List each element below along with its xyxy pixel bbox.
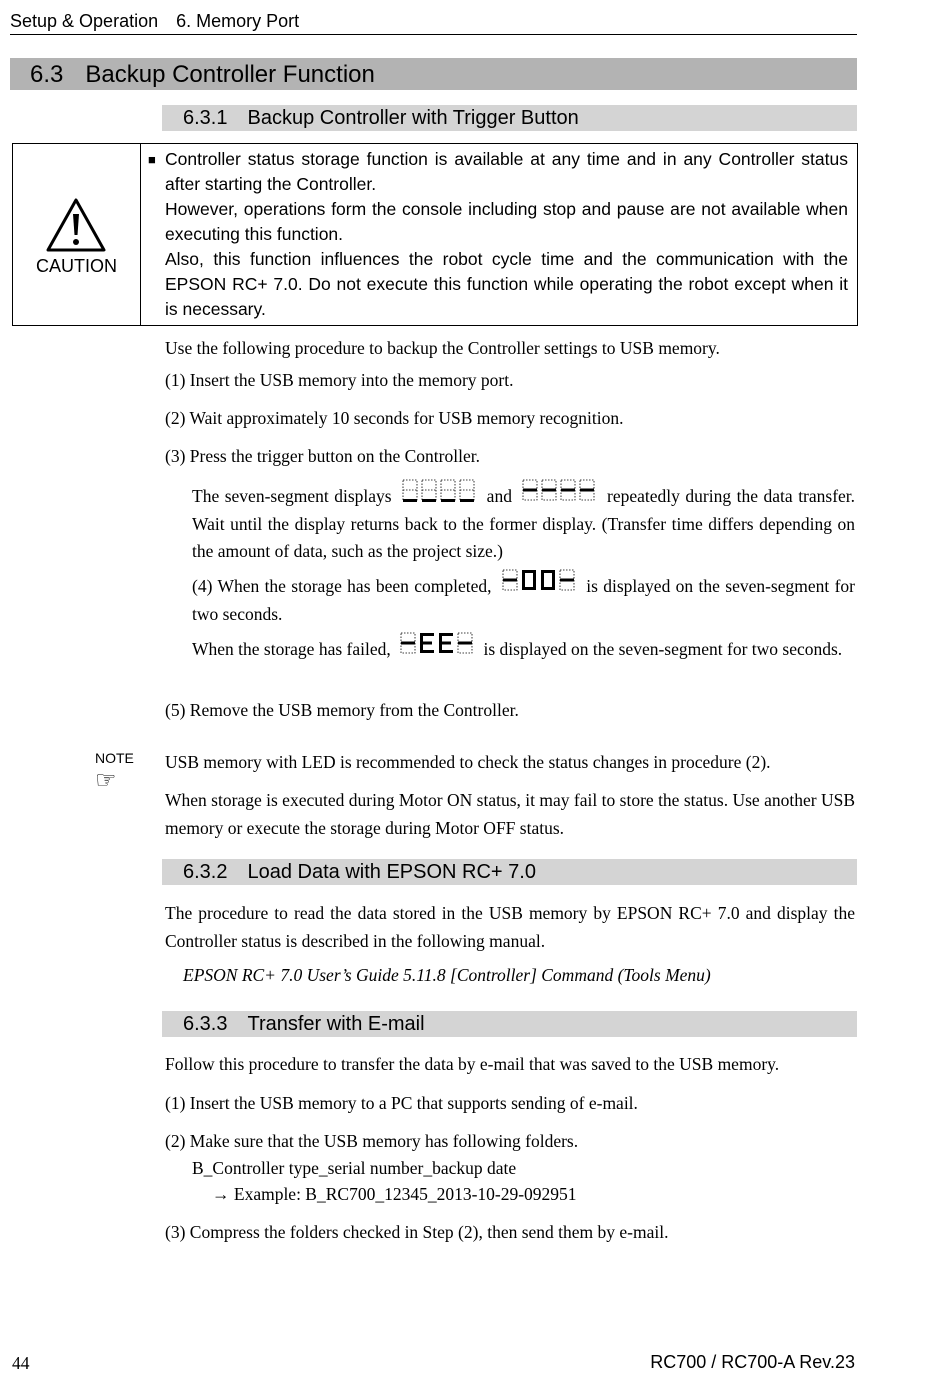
section-title: Backup Controller Function (85, 61, 375, 88)
seven-segment-display-transfer-2 (521, 478, 597, 504)
step-4-text-b: is displayed on the seven-segment for two seconds. (192, 576, 856, 624)
email-step-1: (1) Insert the USB memory to a PC that supports sending of e-mail. (165, 1093, 638, 1113)
page-number: 44 (12, 1353, 30, 1373)
step-2: (2) Wait approximately 10 seconds for USB memory recognition. (165, 408, 624, 428)
subsection-title: Backup Controller with Trigger Button (247, 107, 579, 129)
step-3: (3) Press the trigger button on the Controller. (165, 446, 480, 466)
step-3-detail (192, 478, 855, 566)
square-bullet-icon: ■ (148, 152, 156, 167)
header-section: Setup & Operation (10, 11, 159, 31)
subsection-heading-2 (162, 859, 857, 885)
load-data-body: The procedure to read the data stored in the USB memory by EPSON RC+ 7.0 and display the Controller status is described in the following manual. (165, 903, 855, 951)
seven-segment-display-transfer-1 (401, 478, 477, 504)
step-4-text-a: (4) When the storage has been completed, (192, 576, 492, 596)
email-intro: Follow this procedure to transfer the data by e-mail that was saved to the USB memory. (165, 1054, 780, 1074)
procedure-intro: Use the following procedure to backup the Controller settings to USB memory. (165, 338, 720, 358)
subsection-title: Transfer with E-mail (247, 1013, 425, 1035)
running-header (10, 11, 299, 32)
email-step-3: (3) Compress the folders checked in Step (2), then send them by e-mail. (165, 1222, 669, 1242)
email-step-2: (2) Make sure that the USB memory has following folders. (165, 1131, 579, 1151)
subsection-number: 6.3.1 (183, 107, 228, 129)
caution-label: CAUTION (36, 256, 117, 276)
caution-line-3: Also, this function influences the robot cycle time and the communication with the EPSON RC+ 7.0. Do not execute this function while operating the robot except when it is necessary. (165, 249, 848, 319)
step-4-fail-text-a: When the storage has failed, (192, 639, 391, 659)
subsection-title: Load Data with EPSON RC+ 7.0 (247, 861, 536, 883)
subsection-number: 6.3.3 (183, 1013, 228, 1035)
caution-line-2: However, operations form the console including stop and pause are not available when executing this function. (165, 199, 848, 244)
subsection-heading-1 (162, 105, 857, 131)
subsection-number: 6.3.2 (183, 861, 228, 883)
subsection-heading-3 (162, 1011, 857, 1037)
step-3-text-a: The seven-segment displays (192, 486, 392, 506)
note-label: NOTE (95, 750, 134, 766)
step-4 (165, 568, 855, 628)
folder-example: → Example: B_RC700_12345_2013-10-29-092951 (212, 1184, 577, 1204)
note-line-1: USB memory with LED is recommended to check the status changes in procedure (2). (165, 752, 771, 772)
header-chapter: 6. Memory Port (176, 11, 300, 31)
note-line-2: When storage is executed during Motor ON status, it may fail to store the status. Use another USB memory or execute the storage during Motor OFF status. (165, 790, 855, 838)
caution-box (12, 143, 858, 326)
step-5: (5) Remove the USB memory from the Controller. (165, 700, 519, 720)
step-3-and: and (486, 486, 512, 506)
step-1: (1) Insert the USB memory into the memory port. (165, 370, 514, 390)
seven-segment-display-complete (501, 568, 577, 594)
document-title: RC700 / RC700-A Rev.23 (650, 1352, 855, 1372)
step-4-failed (192, 631, 855, 664)
header-rule (10, 34, 857, 35)
folder-name: B_Controller type_serial number_backup date (192, 1158, 517, 1178)
caution-panel (13, 144, 141, 325)
manual-reference: EPSON RC+ 7.0 User’s Guide 5.11.8 [Controller] Command (Tools Menu) (183, 965, 711, 985)
caution-line-1: Controller status storage function is available at any time and in any Controller status after starting the Controller. (165, 149, 848, 194)
warning-triangle-icon (45, 197, 107, 253)
seven-segment-display-failed (399, 631, 475, 657)
section-heading (10, 58, 857, 90)
step-3-text-b: repeatedly during the data transfer. Wait until the display returns back to the former display. (Transfer time differs depending on the amount of data, such as the project size.) (192, 486, 856, 561)
section-number: 6.3 (30, 61, 64, 88)
caution-text (148, 147, 848, 322)
step-4-fail-text-b: is displayed on the seven-segment for two seconds. (483, 639, 843, 659)
pointing-hand-icon: ☞ (95, 768, 117, 794)
